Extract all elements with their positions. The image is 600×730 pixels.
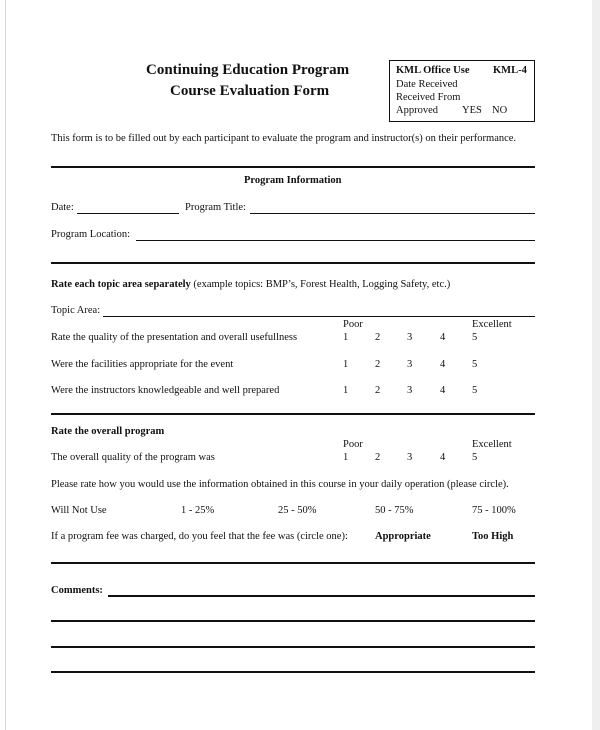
rating-option-5[interactable]: 5: [472, 332, 478, 343]
rating-option-1[interactable]: 1: [343, 359, 349, 370]
rating-option-3[interactable]: 3: [407, 359, 413, 370]
program-location-label: Program Location:: [51, 229, 131, 240]
intro-text: This form is to be filled out by each participant to evaluate the program and instructor(s) on their performance.: [51, 133, 517, 144]
fee-question: If a program fee was charged, do you feel that the fee was (circle one):: [51, 531, 348, 542]
rating-option-2[interactable]: 2: [375, 452, 381, 463]
rating-option-1[interactable]: 1: [343, 332, 349, 343]
scale-excellent-label: Excellent: [472, 439, 512, 450]
section-divider: [51, 562, 535, 564]
approved-label: Approved: [396, 105, 438, 116]
rating-option-3[interactable]: 3: [407, 385, 413, 396]
program-title-field[interactable]: [250, 213, 535, 214]
form-title-line2: Course Evaluation Form: [170, 83, 330, 99]
approved-yes-option[interactable]: YES: [462, 105, 482, 116]
usage-option-25-50[interactable]: 25 - 50%: [278, 505, 317, 516]
approved-no-option[interactable]: NO: [492, 105, 508, 116]
viewer-gutter: [592, 0, 600, 730]
section-divider: [51, 166, 535, 168]
topic-question: Were the facilities appropriate for the event: [51, 359, 234, 370]
office-use-label: KML Office Use: [396, 65, 470, 76]
rating-option-1[interactable]: 1: [343, 452, 349, 463]
office-use-code: KML-4: [493, 65, 527, 76]
received-from-label: Received From: [396, 92, 461, 103]
usage-option-50-75[interactable]: 50 - 75%: [375, 505, 414, 516]
usage-option-1-25[interactable]: 1 - 25%: [181, 505, 215, 516]
fee-option-appropriate[interactable]: Appropriate: [375, 531, 431, 542]
scale-poor-label: Poor: [343, 319, 363, 330]
rating-option-2[interactable]: 2: [375, 332, 381, 343]
usage-question: Please rate how you would use the information obtained in this course in your daily operation (please circle).: [51, 479, 509, 490]
topic-question: Rate the quality of the presentation and overall usefullness: [51, 332, 298, 343]
topic-area-field[interactable]: [103, 316, 535, 317]
rating-option-4[interactable]: 4: [440, 332, 446, 343]
comments-line[interactable]: [51, 646, 535, 648]
scale-poor-label: Poor: [343, 439, 363, 450]
topic-area-label: Topic Area:: [51, 305, 101, 316]
section-divider: [51, 262, 535, 264]
usage-option-75-100[interactable]: 75 - 100%: [472, 505, 516, 516]
program-location-field[interactable]: [136, 240, 535, 241]
comments-label: Comments:: [51, 585, 103, 596]
scale-excellent-label: Excellent: [472, 319, 512, 330]
rating-option-4[interactable]: 4: [440, 359, 446, 370]
comments-line[interactable]: [51, 671, 535, 673]
rating-option-1[interactable]: 1: [343, 385, 349, 396]
date-received-label: Date Received: [396, 79, 458, 90]
topic-heading-bold: Rate each topic area separately: [51, 279, 191, 290]
rating-option-5[interactable]: 5: [472, 452, 478, 463]
rating-option-5[interactable]: 5: [472, 385, 478, 396]
topic-section-heading: [51, 279, 450, 290]
comments-line[interactable]: [51, 620, 535, 622]
section-divider: [51, 413, 535, 415]
rating-option-2[interactable]: 2: [375, 359, 381, 370]
topic-heading-rest: (example topics: BMP’s, Forest Health, Logging Safety, etc.): [193, 279, 451, 290]
program-title-label: Program Title:: [185, 202, 246, 213]
rating-option-3[interactable]: 3: [407, 332, 413, 343]
rating-option-4[interactable]: 4: [440, 452, 446, 463]
rating-option-3[interactable]: 3: [407, 452, 413, 463]
comments-line[interactable]: [108, 595, 535, 597]
overall-question: The overall quality of the program was: [51, 452, 215, 463]
rating-option-4[interactable]: 4: [440, 385, 446, 396]
program-info-heading: Program Information: [244, 175, 342, 186]
overall-section-heading: Rate the overall program: [51, 426, 165, 437]
fee-option-too-high[interactable]: Too High: [472, 531, 514, 542]
rating-option-2[interactable]: 2: [375, 385, 381, 396]
date-field[interactable]: [77, 213, 179, 214]
usage-option-will-not-use[interactable]: Will Not Use: [51, 505, 107, 516]
date-label: Date:: [51, 202, 74, 213]
form-title-line1: Continuing Education Program: [146, 62, 350, 78]
topic-question: Were the instructors knowledgeable and well prepared: [51, 385, 280, 396]
rating-option-5[interactable]: 5: [472, 359, 478, 370]
